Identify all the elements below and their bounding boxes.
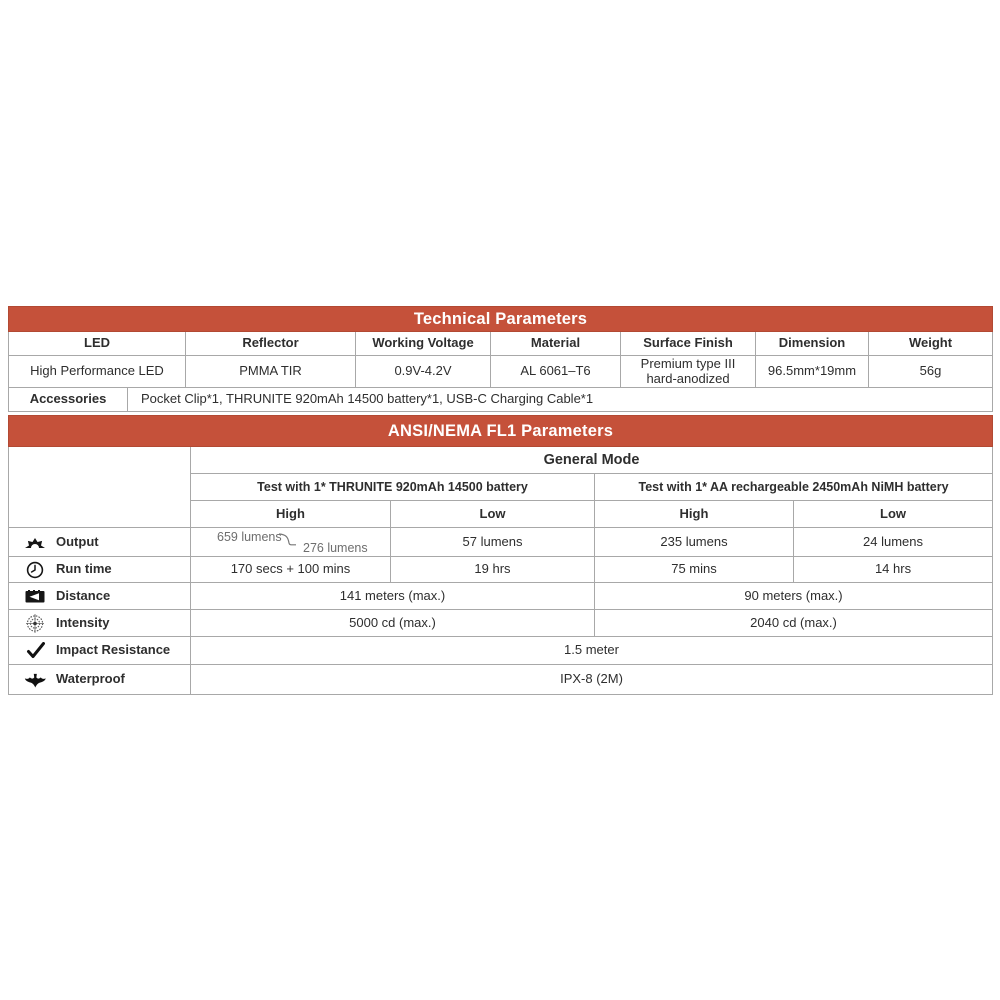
value-surface-finish: Premium type III hard-anodized xyxy=(621,356,756,388)
output-stepdown-value: 276 lumens xyxy=(303,541,368,555)
distance-14500: 141 meters (max.) xyxy=(191,583,595,610)
fl1-title: ANSI/NEMA FL1 Parameters xyxy=(9,416,993,447)
col-header-reflector: Reflector xyxy=(186,332,356,356)
runtime-label: Run time xyxy=(56,561,112,577)
runtime-high-14500: 170 secs + 100 mins xyxy=(191,557,391,583)
col-header-weight: Weight xyxy=(869,332,993,356)
value-dimension: 96.5mm*19mm xyxy=(756,356,869,388)
output-low-14500: 57 lumens xyxy=(391,528,595,557)
distance-label-cell xyxy=(9,583,191,610)
value-weight: 56g xyxy=(869,356,993,388)
waterproof-label: Waterproof xyxy=(56,671,125,687)
accessories-label: Accessories xyxy=(9,388,128,412)
runtime-row xyxy=(9,557,993,583)
battery-test-14500: Test with 1* THRUNITE 920mAh 14500 battery xyxy=(191,474,595,501)
impact-value: 1.5 meter xyxy=(191,637,993,665)
output-label-cell xyxy=(9,528,191,557)
technical-header-row xyxy=(9,332,993,356)
level-high-2: High xyxy=(595,501,794,528)
splash-icon xyxy=(23,672,47,688)
output-high-nimh: 235 lumens xyxy=(595,528,794,557)
value-reflector: PMMA TIR xyxy=(186,356,356,388)
accessories-row xyxy=(9,388,993,412)
intensity-14500: 5000 cd (max.) xyxy=(191,610,595,637)
intensity-row xyxy=(9,610,993,637)
intensity-label-cell xyxy=(9,610,191,637)
technical-parameters-table xyxy=(8,306,993,412)
col-header-material: Material xyxy=(491,332,621,356)
value-material: AL 6061–T6 xyxy=(491,356,621,388)
runtime-high-nimh: 75 mins xyxy=(595,557,794,583)
waterproof-label-cell xyxy=(9,665,191,695)
distance-row xyxy=(9,583,993,610)
output-row xyxy=(9,528,993,557)
intensity-nimh: 2040 cd (max.) xyxy=(595,610,993,637)
checkmark-icon xyxy=(23,642,47,659)
technical-values-row xyxy=(9,356,993,388)
clock-icon xyxy=(23,561,47,579)
beam-distance-icon xyxy=(23,589,47,604)
waterproof-row xyxy=(9,665,993,695)
col-header-working-voltage: Working Voltage xyxy=(356,332,491,356)
target-icon xyxy=(23,614,47,633)
level-low-2: Low xyxy=(794,501,993,528)
waterproof-value: IPX-8 (2M) xyxy=(191,665,993,695)
technical-title: Technical Parameters xyxy=(9,307,993,332)
fl1-title-row xyxy=(9,416,993,447)
impact-row xyxy=(9,637,993,665)
runtime-low-14500: 19 hrs xyxy=(391,557,595,583)
accessories-value: Pocket Clip*1, THRUNITE 920mAh 14500 battery*1, USB-C Charging Cable*1 xyxy=(128,388,993,412)
level-high-1: High xyxy=(191,501,391,528)
distance-label: Distance xyxy=(56,587,111,603)
output-high-14500-cell xyxy=(191,528,391,557)
runtime-label-cell xyxy=(9,557,191,583)
distance-nimh: 90 meters (max.) xyxy=(595,583,993,610)
col-header-dimension: Dimension xyxy=(756,332,869,356)
sunburst-icon xyxy=(23,534,47,550)
general-mode-header: General Mode xyxy=(191,447,993,474)
stepdown-connector-line xyxy=(279,532,305,552)
general-mode-row xyxy=(9,447,993,474)
col-header-surface-finish: Surface Finish xyxy=(621,332,756,356)
intensity-label: Intensity xyxy=(56,614,110,630)
value-led: High Performance LED xyxy=(9,356,186,388)
battery-test-nimh: Test with 1* AA rechargeable 2450mAh NiMH battery xyxy=(595,474,993,501)
output-turbo-value: 659 lumens xyxy=(217,530,282,544)
fl1-parameters-table xyxy=(8,415,993,695)
output-low-nimh: 24 lumens xyxy=(794,528,993,557)
level-low-1: Low xyxy=(391,501,595,528)
technical-title-row xyxy=(9,307,993,332)
value-working-voltage: 0.9V-4.2V xyxy=(356,356,491,388)
output-label: Output xyxy=(56,533,99,549)
col-header-led: LED xyxy=(9,332,186,356)
impact-label-cell xyxy=(9,637,191,665)
impact-label: Impact Resistance xyxy=(56,642,171,658)
runtime-low-nimh: 14 hrs xyxy=(794,557,993,583)
corner-empty-cell xyxy=(9,447,191,528)
